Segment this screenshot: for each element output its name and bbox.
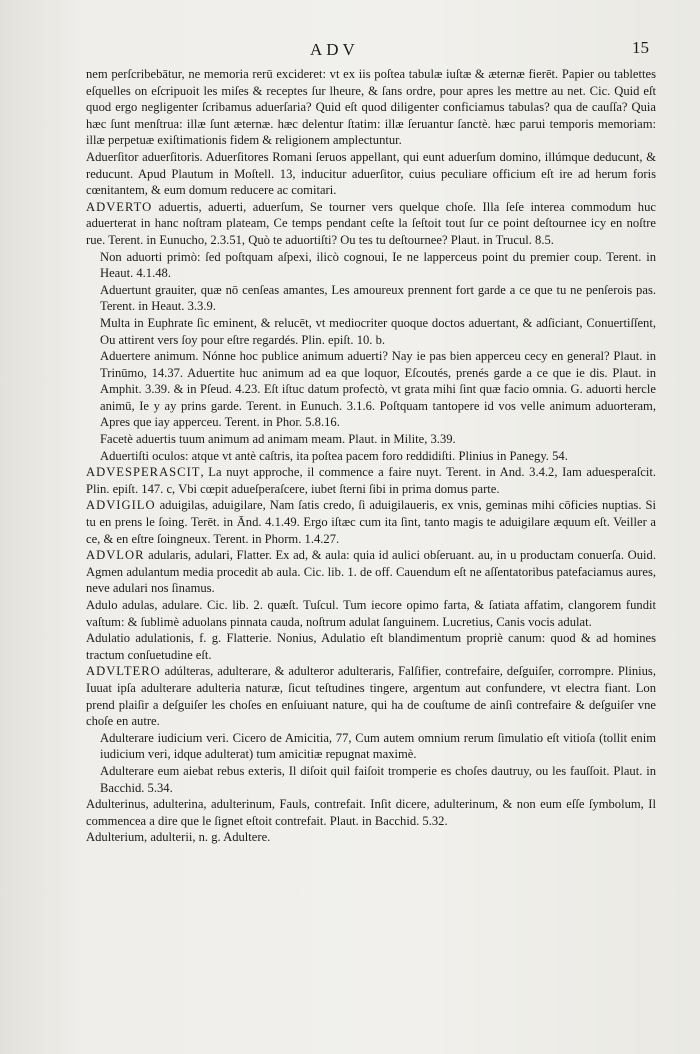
entry-text: aduertis, aduerti, aduerſum, Se tourner vers quelque choſe. Illa ſeſe interea commodum huc aduerterat in hanc noſtram plateam, Ce temps pendant ceſte la ſeſtoit tout ſur ce point deſtournee icy en noſtre rue. Terent. in Eunucho, 2.3.51, Quò te aduortiſti? Ou tes tu deſtournee? Plaut. in Trucul. 8.5.	[86, 199, 656, 247]
dictionary-entry	[86, 149, 656, 199]
entry-text: Non aduorti primò: ſed poſtquam aſpexi, ilicò cognoui, Ie ne lapperceus point du premier coup. Terent. in Heaut. 4.1.48.	[100, 249, 656, 281]
dictionary-entry	[86, 796, 656, 829]
sub-entry	[86, 249, 656, 282]
entry-text: Adulterare eum aiebat rebus exteris, Il diſoit quil faiſoit tromperie es choſes dautruy, ou les fauſſoit. Plaut. in Bacchid. 5.34.	[100, 763, 656, 795]
page-header	[0, 40, 700, 64]
dictionary-entry	[86, 464, 656, 497]
entry-text: nem perſcribebātur, ne memoria rerū excideret: vt ex iis poſtea tabulæ iuſtæ & æternæ fierēt. Papier ou tablettes eſquelles on eſcripuoit les miſes & receptes ſur lheure, & ſans ordre, pour apres les mettre au net. Cic. Quid eſt quod ergo negligenter ſcribamus aduerſaria? Quid eſt quod diligenter conficiamus tabulas? qua de cauſſa? Quia hæc ſunt menſtrua: illæ ſunt æternæ. hæc delentur ſtatim: illæ ſeruantur ſanctè. hæc parui temporis memoriam: illæ perpetuæ exiſtimationis fidem & religionem amplectuntur.	[86, 67, 656, 148]
sub-entry	[86, 315, 656, 348]
entry-headword: ADVIGILO	[86, 498, 156, 513]
entry-text: Aduerſitor aduerſitoris. Aduerſitores Romani ſeruos appellant, qui eunt aduerſum domino, illúmque deducunt, & reducunt. Apud Plautum in Moſtell. 13, inducitur aduerſitor, cuius peculiare officium eſt ire ad herum foris cœnitantem, & eum domum reducere ac comitari.	[86, 149, 656, 198]
dictionary-entry	[86, 630, 656, 663]
running-head: ADV	[310, 40, 359, 59]
entries-text-block	[86, 66, 656, 846]
dictionary-entry	[86, 547, 656, 597]
entry-text: Adulterare iudicium veri. Cicero de Amicitia, 77, Cum autem omnium rerum ſimulatio eſt vitioſa (tollit enim iudicium veri, idque adulterat) tum amicitiæ repugnat maximè.	[100, 730, 656, 762]
sub-entry	[86, 282, 656, 315]
entry-text: Multa in Euphrate ſic eminent, & relucēt, vt mediocriter quoque doctos aduertant, & adſiciant, Conuertiſſent, Ou attirent vers ſoy pour eſtre regardés. Plin. epiſt. 10. b.	[100, 315, 656, 347]
entry-text: Adulterinus, adulterina, adulterinum, Fauls, contrefait. Inſit dicere, adulterinum, & non eum eſſe ſymbolum, Il commencea a dire que le ſignet eſtoit contrefait. Plaut. in Bacchid. 5.32.	[86, 797, 656, 828]
entry-headword: ADVESPERASCIT	[86, 465, 201, 480]
sub-entry	[86, 431, 656, 448]
dictionary-entry	[86, 497, 656, 547]
dictionary-entry	[86, 66, 656, 149]
entry-headword: ADVLTERO	[86, 664, 161, 679]
sub-entry	[86, 448, 656, 465]
entry-headword: ADVERTO	[86, 199, 153, 214]
entry-text: aduigilas, aduigilare, Nam ſatis credo, ſi aduigilaueris, ex vnis, geminas mihi cōficies nuptias. Si tu en prens le ſoing. Terēt. in Ānd. 4.1.49. Ergo iſtæc cum ita ſint, tanto magis te aduigilare æquum eſt. Veiller a ce, & en eſtre ſoingneux. Terent. in Phorm. 1.4.27.	[86, 498, 656, 546]
entry-text: Adulterium, adulterii, n. g. Adultere.	[86, 830, 271, 845]
entry-text: Adulatio adulationis, f. g. Flatterie. Nonius, Adulatio eſt blandimentum propriè canum: quod & ad homines tractum conſuetudine eſt.	[86, 631, 656, 662]
entry-text: Aduertiſti oculos: atque vt antè caſtris, ita poſtea pacem foro reddidiſti. Plinius in Panegy. 54.	[100, 448, 568, 463]
entry-headword: ADVLOR	[86, 548, 145, 563]
dictionary-entry	[86, 199, 656, 249]
entry-text: adularis, adulari, Flatter. Ex ad, & aula: quia id aulici obſeruant. au, in u productam conuerſa. Ouid. Agmen adulantum media procedit ab aula. Cic. lib. 1. de off. Cauendum eſt ne aſſentatoribus patefaciamus aures, neve adulari nos ſinamus.	[86, 548, 656, 596]
sub-entry	[86, 348, 656, 431]
entry-text: , La nuyt approche, il commence a faire nuyt. Terent. in And. 3.4.2, Iam aduesperaſcit. Plin. epiſt. 147. c, Vbi cœpit adueſperaſcere, iubet ſterni ſibi in prima domus parte.	[86, 465, 656, 496]
dictionary-entry	[86, 663, 656, 729]
entry-text: Aduertere animum. Nónne hoc publice animum aduerti? Nay ie pas bien apperceu cecy en general? Plaut. in Trinūmo, 14.37. Aduertite huc animum ad ea que loquor, Eſcoutés, prenés garde a ce que ie dis. Plaut. in Amphit. 3.39. & in Pſeud. 4.23. Eſt iſtuc datum profectò, vt grata mihi ſint quæ facio omnia. G. aduorti hercle animū, Ie y ay prins garde. Terent. in Eunuch. 3.1.6. Poſtquam tantopere id vos velle animum aduorteram, Apres que iay apperceu. Terent. in Phor. 5.8.16.	[100, 349, 656, 430]
sub-entry	[86, 730, 656, 763]
entry-text: Aduertunt grauiter, quæ nō cenſeas amantes, Les amoureux prennent fort garde a ce que tu ne penſerois pas. Terent. in Heaut. 3.3.9.	[100, 282, 656, 314]
sub-entry	[86, 763, 656, 796]
entry-text: adúlteras, adulterare, & adulteror adulteraris, Falſifier, contrefaire, deſguiſer, corrompre. Plinius, Iuuat ipſa adulterare adulteria naturæ, ſicut teſtudines tingere, argentum aut confundere, vt electra fiant. Lon prend plaiſir a deſguiſer les choſes en enſuiuant nature, qui ha de couſtume de ainſi contrefaire & deſguiſer vne choſe en autre.	[86, 664, 656, 729]
page-number: 15	[632, 38, 649, 57]
dictionary-entry	[86, 597, 656, 630]
entry-text: Adulo adulas, adulare. Cic. lib. 2. quæſt. Tuſcul. Tum iecore opimo farta, & ſatiata affatim, clangorem fundit vaſtum: & ſublimè aduolans pinnata cauda, noſtrum adulat ſanguinem. Lucretius, Canis vocis adulat.	[86, 598, 656, 629]
entry-text: Facetè aduertis tuum animum ad animam meam. Plaut. in Milite, 3.39.	[100, 432, 456, 447]
dictionary-entry	[86, 829, 656, 846]
